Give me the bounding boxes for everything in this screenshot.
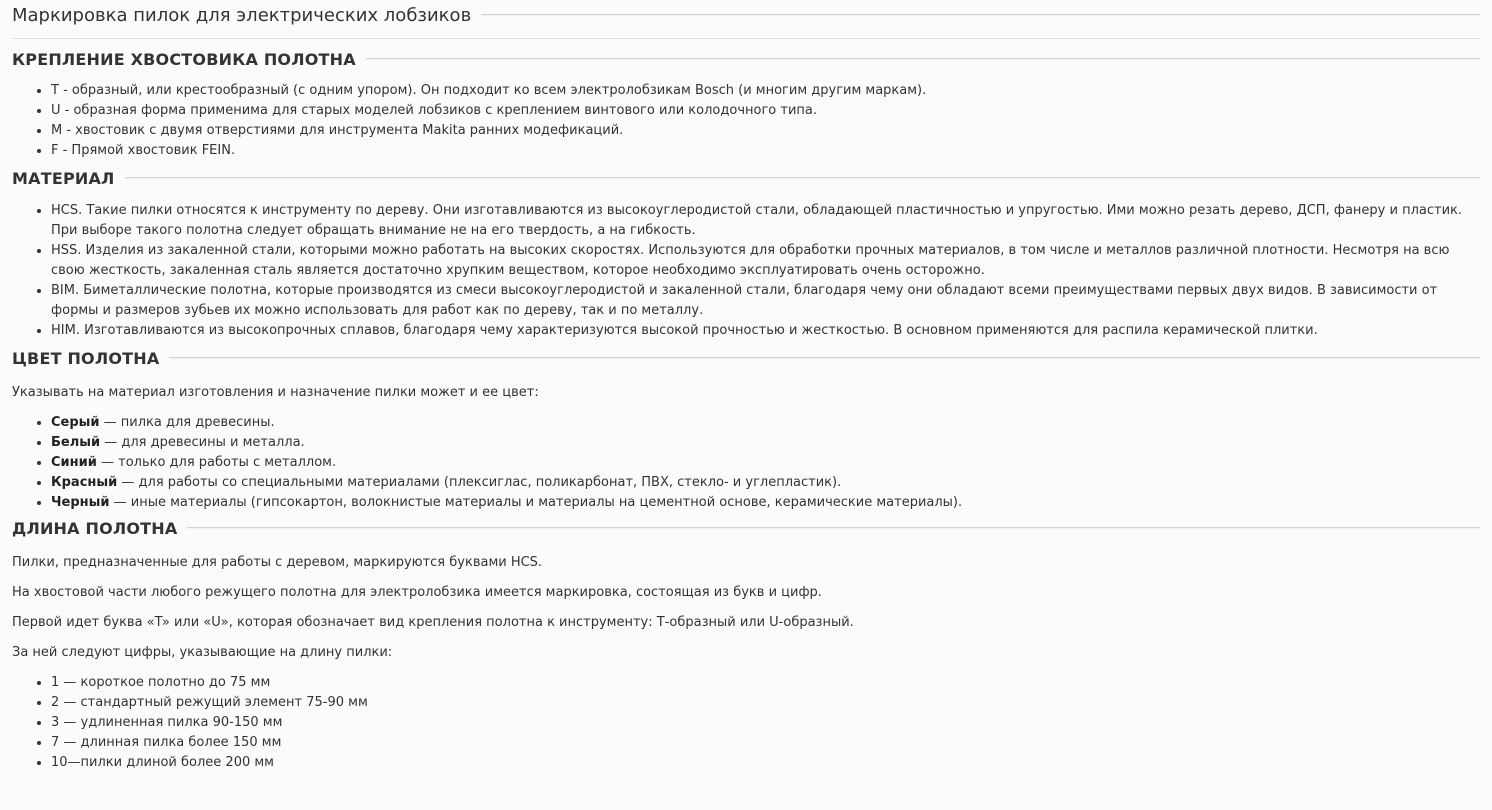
list-item: • U - образная форма применима для старых моделей лобзиков с креплением винтового или колодочного типа.	[51, 101, 1480, 121]
color-desc: — для работы со специальными материалами (плексиглас, поликарбонат, ПВХ, стекло- и углепластик).	[117, 475, 842, 490]
color-list	[12, 413, 1480, 513]
section-divider	[125, 177, 1480, 179]
list-item: • 3 — удлиненная пилка 90-150 мм	[51, 713, 1480, 733]
section-divider	[366, 58, 1480, 60]
list-item: • HIM. Изготавливаются из высокопрочных сплавов, благодаря чему характеризуются высокой прочностью и жесткостью. В основном применяются для распила керамической плитки.	[51, 321, 1480, 341]
section-heading-row-mount	[12, 45, 1480, 73]
list-item: • F - Прямой хвостовик FEIN.	[51, 141, 1480, 161]
color-intro: Указывать на материал изготовления и назначение пилки может и ее цвет:	[12, 385, 539, 400]
length-list	[12, 673, 1480, 773]
section-heading-color: ЦВЕТ ПОЛОТНА	[12, 348, 160, 368]
list-item	[51, 493, 1480, 513]
list-item	[51, 453, 1480, 473]
page-title-row	[12, 0, 1480, 30]
list-item: • 10—пилки длиной более 200 мм	[51, 753, 1480, 773]
section-divider	[187, 527, 1480, 529]
color-desc: — для древесины и металла.	[100, 435, 305, 450]
color-name: Синий	[51, 455, 97, 470]
list-item: • M - хвостовик с двумя отверстиями для инструмента Makita ранних модефикаций.	[51, 121, 1480, 141]
list-item	[51, 433, 1480, 453]
color-name: Черный	[51, 495, 110, 510]
section-heading-length: ДЛИНА ПОЛОТНА	[12, 518, 178, 538]
title-divider	[481, 14, 1480, 16]
section-heading-row-color	[12, 344, 1480, 372]
page-title: Маркировка пилок для электрических лобзиков	[12, 4, 472, 26]
section-heading-row-length	[12, 514, 1480, 542]
color-desc: — пилка для древесины.	[99, 415, 275, 430]
title-underline	[12, 38, 1480, 39]
color-name: Белый	[51, 435, 101, 450]
list-item: • 1 — короткое полотно до 75 мм	[51, 673, 1480, 693]
section-heading-row-material	[12, 164, 1480, 192]
length-paragraph: На хвостовой части любого режущего полотна для электролобзика имеется маркировка, состоящая из букв и цифр.	[12, 585, 822, 600]
mount-list	[12, 81, 1480, 161]
length-paragraph: Пилки, предназначенные для работы с деревом, маркируются буквами HCS.	[12, 555, 543, 570]
material-list	[12, 201, 1480, 341]
color-name: Красный	[51, 475, 118, 490]
section-heading-mount: КРЕПЛЕНИЕ ХВОСТОВИКА ПОЛОТНА	[12, 49, 356, 69]
list-item: • HSS. Изделия из закаленной стали, которыми можно работать на высоких скоростях. Используются для обработки прочных материалов, в том числе и металлов различной плотности. Несмотря на всю свою жесткость, закаленная сталь является достаточно хрупким веществом, которое необходимо эксплуатировать очень осторожно.	[51, 241, 1480, 281]
color-desc: — только для работы с металлом.	[96, 455, 337, 470]
list-item	[51, 413, 1480, 433]
length-paragraph: За ней следуют цифры, указывающие на длину пилки:	[12, 645, 393, 660]
list-item	[51, 473, 1480, 493]
section-divider	[169, 357, 1480, 359]
list-item: • 2 — стандартный режущий элемент 75-90 мм	[51, 693, 1480, 713]
color-desc: — иные материалы (гипсокартон, волокнистые материалы и материалы на цементной основе, керамические материалы).	[109, 495, 963, 510]
list-item: • T - образный, или крестообразный (с одним упором). Он подходит ко всем электролобзикам Bosch (и многим другим маркам).	[51, 81, 1480, 101]
section-heading-material: МАТЕРИАЛ	[12, 168, 115, 188]
list-item: • 7 — длинная пилка более 150 мм	[51, 733, 1480, 753]
length-paragraph: Первой идет буква «T» или «U», которая обозначает вид крепления полотна к инструменту: Т-образный или U-образный.	[12, 615, 854, 630]
list-item: • BIM. Биметаллические полотна, которые производятся из смеси высокоуглеродистой и закаленной стали, благодаря чему они обладают всеми преимуществами первых двух видов. В зависимости от формы и размеров зубьев их можно использовать для работ как по дереву, так и по металлу.	[51, 281, 1480, 321]
list-item: • HCS. Такие пилки относятся к инструменту по дереву. Они изготавливаются из высокоуглеродистой стали, обладающей пластичностью и упругостью. Ими можно резать дерево, ДСП, фанеру и пластик. При выборе такого полотна следует обращать внимание не на его твердость, а на гибкость.	[51, 201, 1480, 241]
color-name: Серый	[51, 415, 100, 430]
